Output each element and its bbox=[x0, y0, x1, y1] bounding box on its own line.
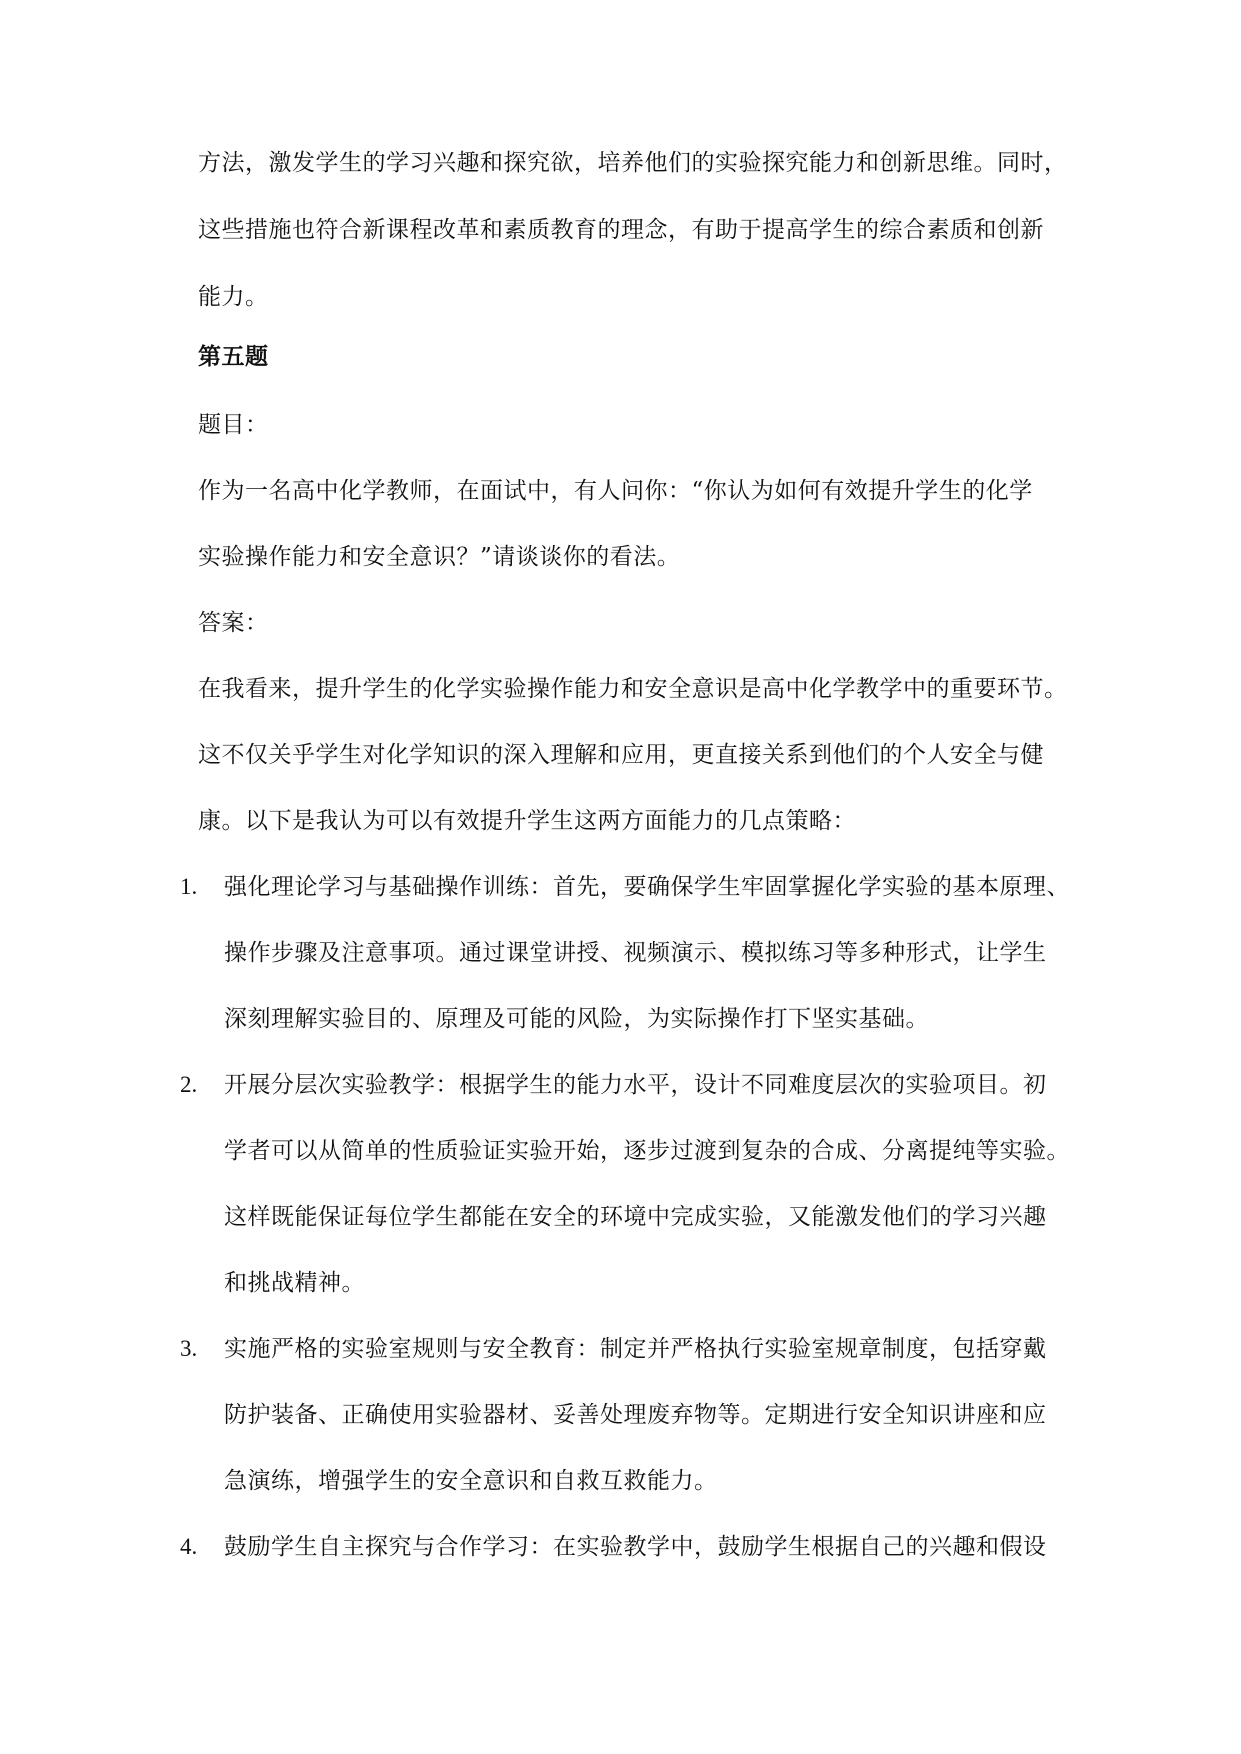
list-number: 3. bbox=[180, 1336, 198, 1361]
list-number: 4. bbox=[180, 1534, 198, 1559]
section-heading: 第五题 bbox=[198, 343, 269, 370]
paragraph-line: 这些措施也符合新课程改革和素质教育的理念，有助于提高学生的综合素质和创新 bbox=[198, 217, 1044, 243]
answer-line: 在我看来，提升学生的化学实验操作能力和安全意识是高中化学教学中的重要环节。 bbox=[198, 676, 1068, 702]
list-item-line: 实施严格的实验室规则与安全教育：制定并严格执行实验室规章制度，包括穿戴 bbox=[224, 1336, 1047, 1362]
answer-label: 答案： bbox=[198, 610, 269, 636]
list-item-line: 防护装备、正确使用实验器材、妥善处理废弃物等。定期进行安全知识讲座和应 bbox=[224, 1402, 1047, 1428]
question-line: 作为一名高中化学教师，在面试中，有人问你：“你认为如何有效提升学生的化学 bbox=[198, 478, 1033, 504]
list-item-line: 深刻理解实验目的、原理及可能的风险，为实际操作打下坚实基础。 bbox=[224, 1006, 929, 1032]
list-item-line: 这样既能保证每位学生都能在安全的环境中完成实验，又能激发他们的学习兴趣 bbox=[224, 1204, 1047, 1230]
list-item-line: 鼓励学生自主探究与合作学习：在实验教学中，鼓励学生根据自己的兴趣和假设 bbox=[224, 1534, 1047, 1560]
list-item-line: 强化理论学习与基础操作训练：首先，要确保学生牢固掌握化学实验的基本原理、 bbox=[224, 874, 1070, 900]
list-number: 2. bbox=[180, 1072, 198, 1097]
paragraph-line: 方法，激发学生的学习兴趣和探究欲，培养他们的实验探究能力和创新思维。同时， bbox=[198, 150, 1068, 176]
answer-line: 康。以下是我认为可以有效提升学生这两方面能力的几点策略： bbox=[198, 808, 856, 834]
answer-line: 这不仅关乎学生对化学知识的深入理解和应用，更直接关系到他们的个人安全与健 bbox=[198, 742, 1044, 768]
question-line: 实验操作能力和安全意识？”请谈谈你的看法。 bbox=[198, 544, 681, 570]
list-number: 1. bbox=[180, 874, 198, 899]
list-item-line: 急演练，增强学生的安全意识和自救互救能力。 bbox=[224, 1468, 718, 1494]
paragraph-line: 能力。 bbox=[198, 284, 269, 310]
list-item-line: 开展分层次实验教学：根据学生的能力水平，设计不同难度层次的实验项目。初 bbox=[224, 1072, 1047, 1098]
question-label: 题目： bbox=[198, 412, 269, 438]
list-item-line: 操作步骤及注意事项。通过课堂讲授、视频演示、模拟练习等多种形式，让学生 bbox=[224, 940, 1047, 966]
list-item-line: 和挑战精神。 bbox=[224, 1270, 365, 1296]
list-item-line: 学者可以从简单的性质验证实验开始，逐步过渡到复杂的合成、分离提纯等实验。 bbox=[224, 1138, 1070, 1164]
